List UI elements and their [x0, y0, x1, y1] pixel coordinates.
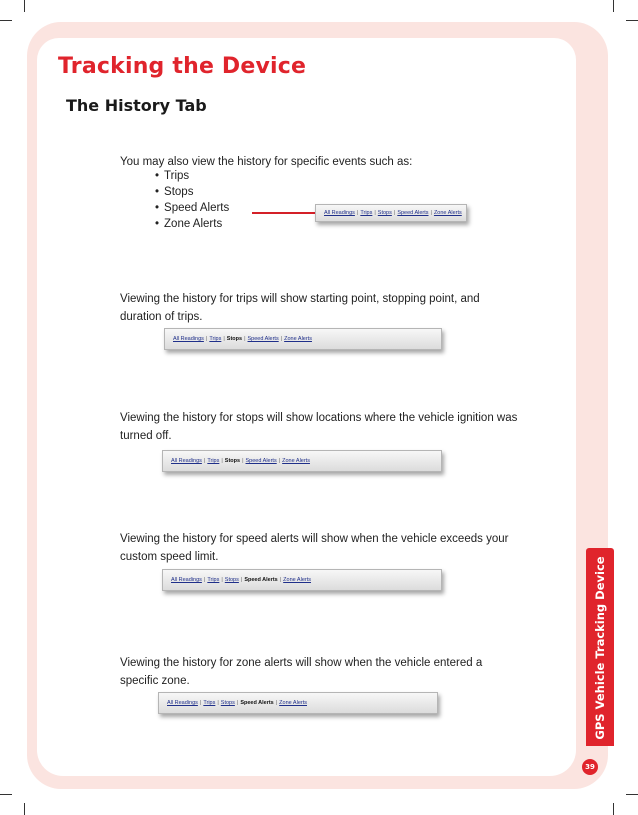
link-trips[interactable]: Trips: [360, 210, 373, 216]
link-zone-alerts[interactable]: Zone Alerts: [433, 210, 462, 216]
link-zone-alerts[interactable]: Zone Alerts: [282, 458, 310, 464]
chapter-side-tab-label: GPS Vehicle Tracking Device: [593, 556, 607, 740]
link-stops[interactable]: Stops: [220, 700, 235, 706]
link-all-readings[interactable]: All Readings: [167, 700, 198, 706]
crop-mark: [626, 20, 638, 21]
bullet-item: • Trips: [155, 168, 229, 184]
link-zone-alerts[interactable]: Zone Alerts: [279, 700, 307, 706]
intro-text: You may also view the history for specific events such as:: [120, 156, 413, 168]
link-speed-alerts[interactable]: Speed Alerts: [247, 336, 279, 342]
page-title: Tracking the Device: [58, 54, 307, 79]
crop-mark: [0, 20, 12, 21]
link-stops[interactable]: Stops: [226, 336, 243, 342]
link-speed-alerts[interactable]: Speed Alerts: [244, 577, 278, 583]
bullet-item: • Speed Alerts: [155, 200, 229, 216]
link-speed-alerts[interactable]: Speed Alerts: [245, 458, 277, 464]
crop-mark: [24, 803, 25, 815]
history-nav-bar: All Readings | Trips | Stops | Speed Alerts | Zone Alerts: [315, 204, 467, 222]
link-speed-alerts[interactable]: Speed Alerts: [397, 210, 429, 216]
link-zone-alerts[interactable]: Zone Alerts: [283, 577, 311, 583]
page-number: 39: [582, 759, 598, 775]
section-subtitle: The History Tab: [66, 96, 207, 115]
history-nav-bar-zone-alerts: All Readings | Trips | Stops | Speed Alerts | Zone Alerts: [158, 692, 438, 714]
link-all-readings[interactable]: All Readings: [171, 458, 202, 464]
crop-mark: [0, 794, 12, 795]
crop-mark: [24, 0, 25, 12]
link-stops[interactable]: Stops: [377, 210, 392, 216]
history-nav-bar-stops: All Readings | Trips | Stops | Speed Alerts | Zone Alerts: [162, 450, 442, 472]
crop-mark: [626, 794, 638, 795]
link-trips[interactable]: Trips: [203, 700, 216, 706]
link-trips[interactable]: Trips: [209, 336, 222, 342]
speed-alerts-description: Viewing the history for speed alerts will show when the vehicle exceeds your custom speed limit.: [120, 533, 509, 563]
bullet-item: • Zone Alerts: [155, 216, 229, 232]
history-nav-bar-trips: All Readings | Trips | Stops | Speed Alerts | Zone Alerts: [164, 328, 442, 350]
event-bullet-list: [155, 168, 229, 232]
link-trips[interactable]: Trips: [207, 458, 220, 464]
link-stops[interactable]: Stops: [224, 577, 239, 583]
bullet-item: • Stops: [155, 184, 229, 200]
crop-mark: [613, 0, 614, 12]
history-nav-bar-speed-alerts: All Readings | Trips | Stops | Speed Alerts | Zone Alerts: [162, 569, 442, 591]
stops-description: Viewing the history for stops will show locations where the vehicle ignition was turned off.: [120, 412, 518, 442]
link-all-readings[interactable]: All Readings: [173, 336, 204, 342]
link-trips[interactable]: Trips: [207, 577, 220, 583]
zone-alerts-description: Viewing the history for zone alerts will show when the vehicle entered a specific zone.: [120, 657, 483, 687]
link-zone-alerts[interactable]: Zone Alerts: [284, 336, 312, 342]
link-all-readings[interactable]: All Readings: [324, 210, 355, 216]
link-speed-alerts[interactable]: Speed Alerts: [240, 700, 274, 706]
trips-description: Viewing the history for trips will show starting point, stopping point, and duration of trips.: [120, 293, 480, 323]
link-all-readings[interactable]: All Readings: [171, 577, 202, 583]
link-stops[interactable]: Stops: [224, 458, 241, 464]
crop-mark: [613, 803, 614, 815]
